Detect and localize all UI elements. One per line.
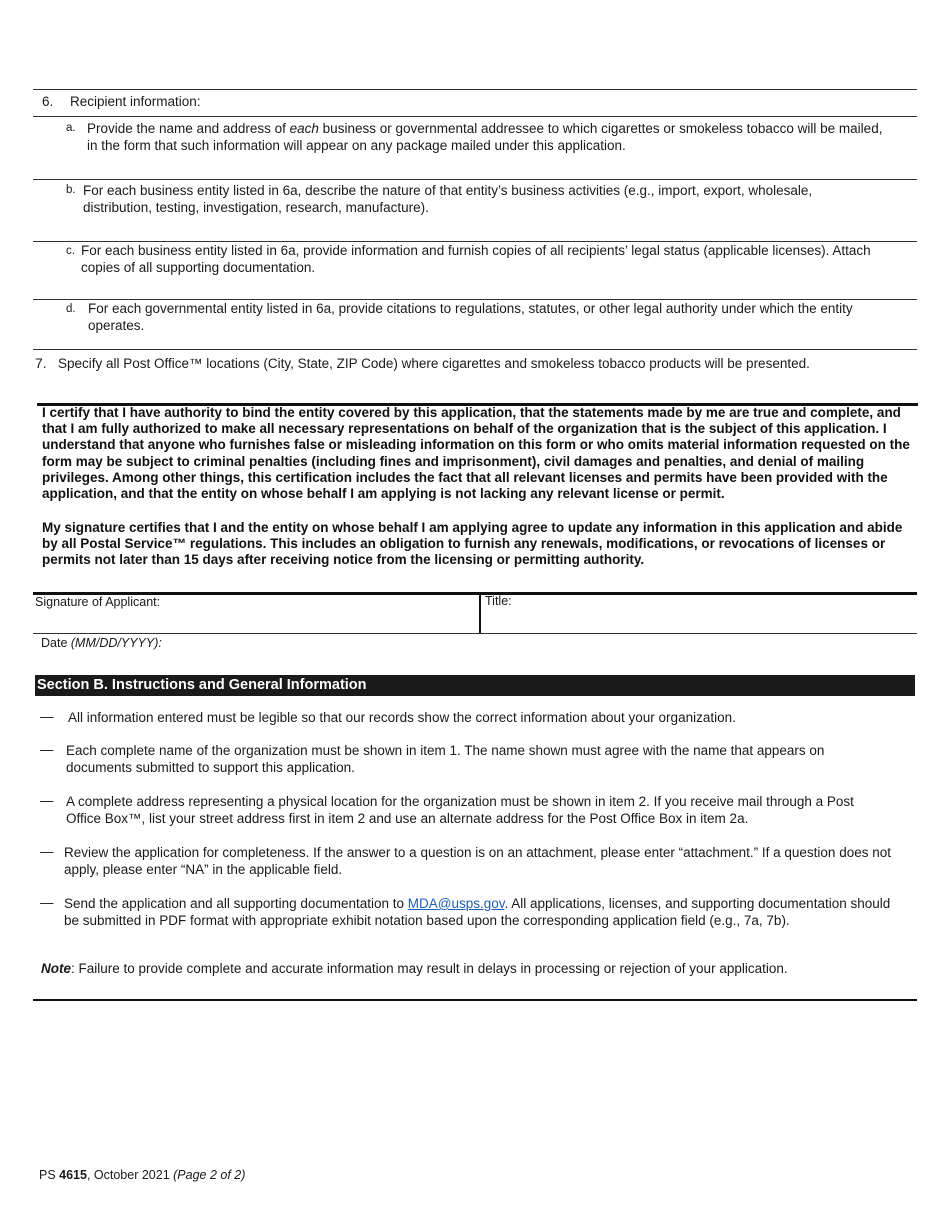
form-footer: PS 4615, October 2021 (Page 2 of 2): [39, 1168, 246, 1182]
item-6b-text: For each business entity listed in 6a, describe the nature of that entity’s business activities (e.g., import, export, wholesale, distribution, testing, investigation, research, manufacture).: [83, 183, 813, 215]
dash-bullet: —: [40, 895, 54, 910]
item-6d-text: For each governmental entity listed in 6a, provide citations to regulations, statutes, or other legal authority under which the entity operates.: [88, 301, 853, 333]
item-number: 6.: [42, 94, 54, 109]
item-letter: c.: [66, 245, 75, 257]
item-number: 7.: [35, 355, 47, 371]
instruction-item: A complete address representing a physical location for the organization must be shown in item 2. If you receive mail through a Post Office Box™, list your street address first in item 2 and use an alternate address for the Post Office Box in item 2a.: [66, 794, 854, 826]
certification-paragraph-2: My signature certifies that I and the entity on whose behalf I am applying agree to update any information in this application and abide by all Postal Service™ regulations. This includes an obligation to furnish any renewals, modifications, or revocations of licenses or permits not later than 15 days after receiving notice from the licensing or permitting authority.: [42, 520, 903, 568]
instruction-item: Review the application for completeness. If the answer to a question is on an attachment, please enter “attachment.” If a question does not apply, please enter “NA” in the applicable field.: [64, 845, 891, 877]
dash-bullet: —: [40, 709, 54, 724]
dash-bullet: —: [40, 793, 54, 808]
title-field[interactable]: [485, 612, 910, 630]
divider: [33, 349, 917, 350]
item-letter: b.: [66, 184, 76, 196]
note: Note: Failure to provide complete and accurate information may result in delays in processing or rejection of your application.: [41, 961, 788, 976]
item-letter: a.: [66, 122, 76, 134]
divider: [33, 89, 917, 90]
field-separator: [479, 594, 481, 633]
certification-paragraph-1: I certify that I have authority to bind the entity covered by this application, that the statements made by me are true and complete, and that I am fully authorized to make all necessary representations on behalf of the organization that is the subject of this application. I understand that anyone who furnishes false or misleading information on this form or who omits material information requested on the form may be subject to criminal penalties (including fines and imprisonment), civil damages and penalties, and denial of mailing privileges. Among other things, this certification includes the fact that all relevant licenses and permits have been provided with the application, and that the entity on whose behalf I am applying is not lacking any relevant license or permit.: [42, 405, 910, 502]
divider: [33, 116, 917, 117]
instruction-item: Each complete name of the organization must be shown in item 1. The name shown must agree with the name that appears on documents submitted to support this application.: [66, 743, 825, 775]
section-b-heading: Section B. Instructions and General Information: [35, 675, 915, 696]
date-label: Date (MM/DD/YYYY):: [41, 636, 162, 650]
divider-thick: [33, 592, 917, 595]
signature-label: Signature of Applicant:: [35, 595, 161, 609]
item-6a-text: Provide the name and address of each business or governmental addressee to which cigarettes or smokeless tobacco will be mailed, in the form that such information will appear on any package mailed under this application.: [87, 121, 883, 153]
item-6c-text: For each business entity listed in 6a, provide information and furnish copies of all recipients’ legal status (applicable licenses). Attach copies of all supporting documentation.: [81, 243, 871, 275]
divider: [33, 999, 917, 1001]
dash-bullet: —: [40, 844, 54, 859]
divider: [33, 179, 917, 180]
section-6-label: Recipient information:: [70, 94, 201, 109]
instruction-item: All information entered must be legible so that our records show the correct information about your organization.: [68, 710, 736, 725]
date-field[interactable]: [165, 634, 475, 652]
dash-bullet: —: [40, 742, 54, 757]
signature-field[interactable]: [35, 612, 475, 630]
instruction-item: Send the application and all supporting documentation to MDA@usps.gov. All applications, licenses, and supporting documentation should be submitted in PDF format with appropriate exhibit notation based upon the corresponding application field (e.g., 7a, 7b).: [64, 896, 891, 928]
section-7-text: Specify all Post Office™ locations (City, State, ZIP Code) where cigarettes and smokeless tobacco products will be presented.: [58, 356, 810, 371]
item-letter: d.: [66, 303, 76, 315]
title-label: Title:: [485, 594, 512, 608]
email-link[interactable]: MDA@usps.gov: [407, 896, 505, 911]
